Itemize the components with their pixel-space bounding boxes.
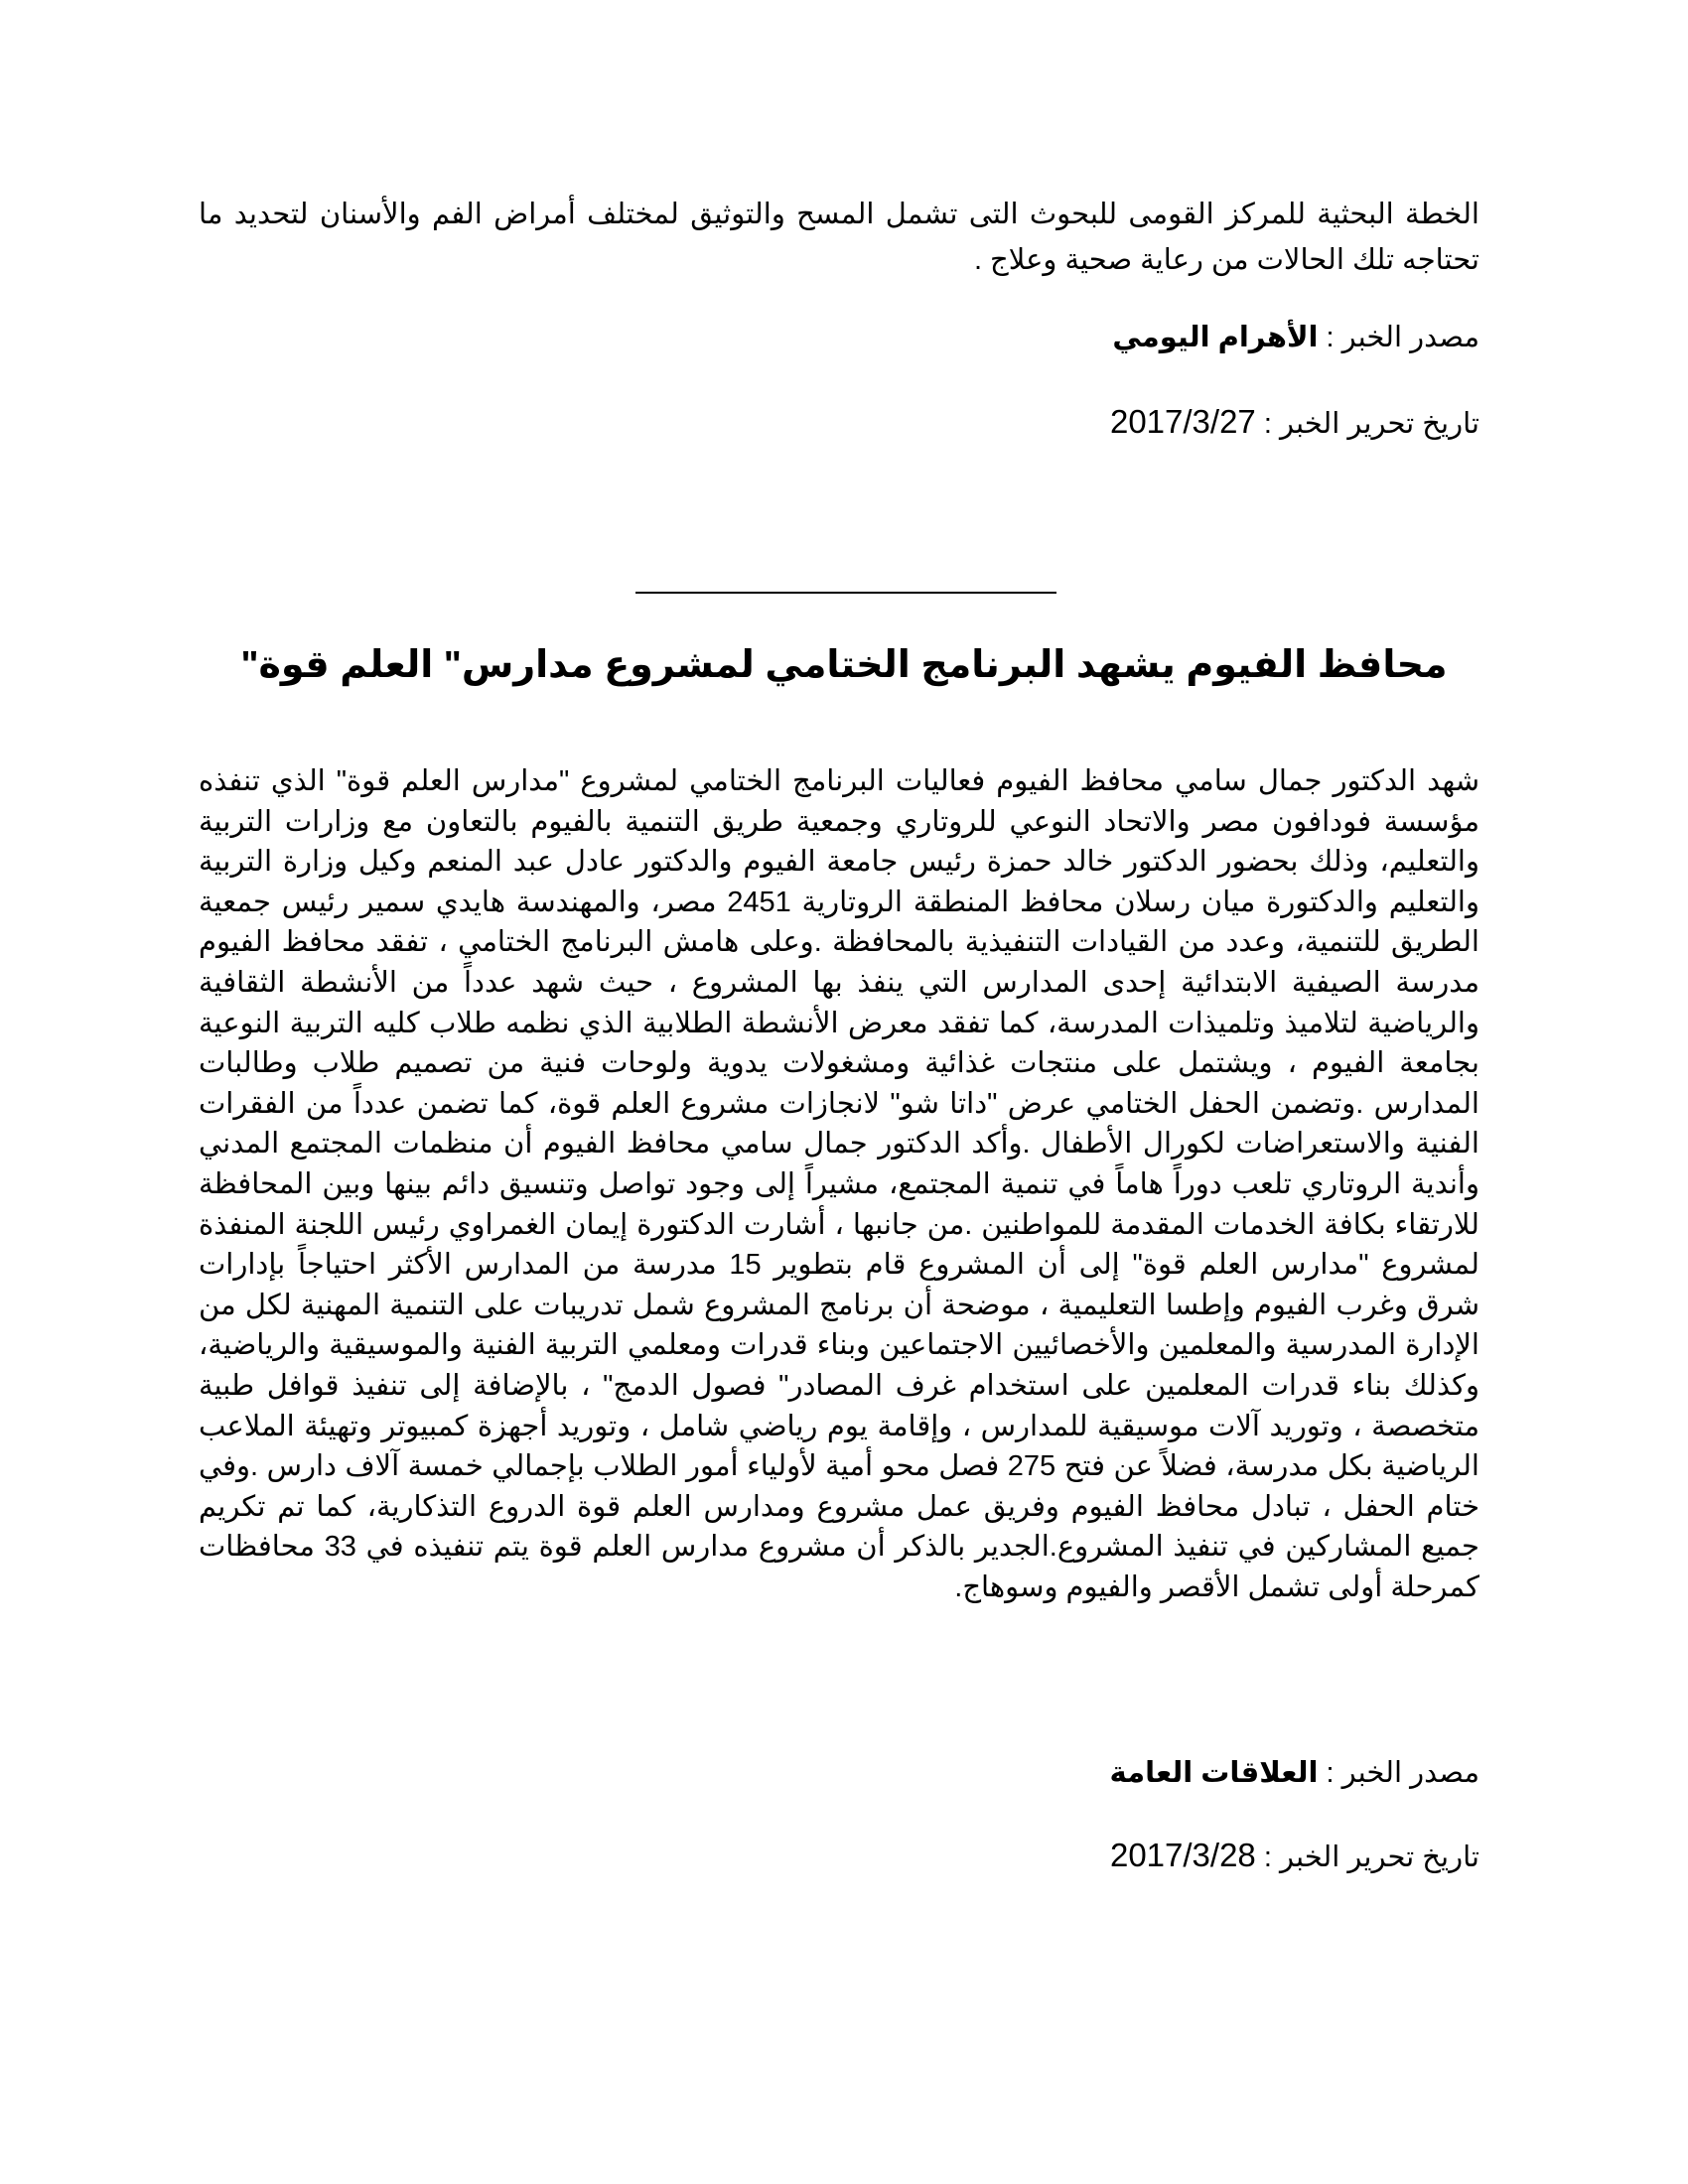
section-divider [635, 592, 1056, 594]
news-date-value: 2017/3/27 [1109, 403, 1256, 440]
news-source-value: الأهرام اليومي [1112, 322, 1319, 353]
article-body: شهد الدكتور جمال سامي محافظ الفيوم فعاليات البرنامج الختامي لمشروع "مدارس العلم قوة" الذي تنفذه مؤسسة فودافون مصر والاتحاد النوعي للروتاري وجمعية طريق التنمية بالفيوم بالتعاون مع وزارات التربية والتعليم، وذلك بحضور الدكتور خالد حمزة رئيس جامعة الفيوم والدكتور عادل عبد المنعم وكيل وزارة التربية والتعليم والدكتورة ميان رسلان محافظ المنطقة الروتارية 2451 مصر، والمهندسة هايدي سمير رئيس جمعية الطريق للتنمية، وعدد من القيادات التنفيذية بالمحافظة .وعلى هامش البرنامج الختامي ، تفقد محافظ الفيوم مدرسة الصيفية الابتدائية إحدى المدارس التي ينفذ بها المشروع ، حيث شهد عدداً من الأنشطة الثقافية والرياضية لتلاميذ وتلميذات المدرسة، كما تفقد معرض الأنشطة الطلابية الذي نظمه طلاب كليه التربية النوعية بجامعة الفيوم ، ويشتمل على منتجات غذائية ومشغولات يدوية ولوحات فنية من تصميم طلاب وطالبات المدارس .وتضمن الحفل الختامي عرض "داتا شو" لانجازات مشروع العلم قوة، كما تضمن عدداً من الفقرات الفنية والاستعراضات لكورال الأطفال .وأكد الدكتور جمال سامي محافظ الفيوم أن منظمات المجتمع المدني وأندية الروتاري تلعب دوراً هاماً في تنمية المجتمع، مشيراً إلى وجود تواصل وتنسيق دائم بينها وبين المحافظة للارتقاء بكافة الخدمات المقدمة للمواطنين .من جانبها ، أشارت الدكتورة إيمان الغمراوي رئيس اللجنة المنفذة لمشروع "مدارس العلم قوة" إلى أن المشروع قام بتطوير 15 مدرسة من المدارس الأكثر احتياجاً بإدارات شرق وغرب الفيوم وإطسا التعليمية ، موضحة أن برنامج المشروع شمل تدريبات على التنمية المهنية لكل من الإدارة المدرسية والمعلمين والأخصائيين الاجتماعين وبناء قدرات ومعلمي التربية الفنية والموسيقية والرياضية، وكذلك بناء قدرات المعلمين على استخدام غرف المصادر" فصول الدمج" ، بالإضافة إلى تنفيذ قوافل طبية متخصصة ، وتوريد آلات موسيقية للمدارس ، وإقامة يوم رياضي شامل ، وتوريد أجهزة كمبيوتر وتهيئة الملاعب الرياضية بكل مدرسة، فضلاً عن فتح 275 فصل محو أمية لأولياء أمور الطلاب بإجمالي خمسة آلاف دارس .وفي ختام الحفل ، تبادل محافظ الفيوم وفريق عمل مشروع ومدارس العلم قوة الدروع التذكارية، كما تم تكريم جميع المشاركين في تنفيذ المشروع.الجدير بالذكر أن مشروع مدارس العلم قوة يتم تنفيذه في 33 محافظات كمرحلة أولى تشمل الأقصر والفيوم وسوهاج. [199, 765, 1479, 1603]
news-date-label: تاريخ تحرير الخبر : [1255, 1842, 1479, 1873]
news-source-label: مصدر الخبر : [1318, 1757, 1479, 1789]
news-source-line [199, 320, 1479, 354]
news-source-label: مصدر الخبر : [1318, 322, 1479, 353]
news-date-line [199, 1837, 1479, 1874]
intro-paragraph: الخطة البحثية للمركز القومى للبحوث التى تشمل المسح والتوثيق لمختلف أمراض الفم والأسنان لتحديد ما تحتاجه تلك الحالات من رعاية صحية وعلاج . [199, 199, 1479, 276]
news-source-line [199, 1755, 1479, 1790]
article-headline: محافظ الفيوم يشهد البرنامج الختامي لمشروع مدارس" العلم قوة" [240, 644, 1448, 686]
news-source-value: العلاقات العامة [1109, 1757, 1319, 1789]
news-date-label: تاريخ تحرير الخبر : [1255, 408, 1479, 440]
news-date-line [199, 403, 1479, 441]
news-date-value: 2017/3/28 [1109, 1837, 1256, 1873]
